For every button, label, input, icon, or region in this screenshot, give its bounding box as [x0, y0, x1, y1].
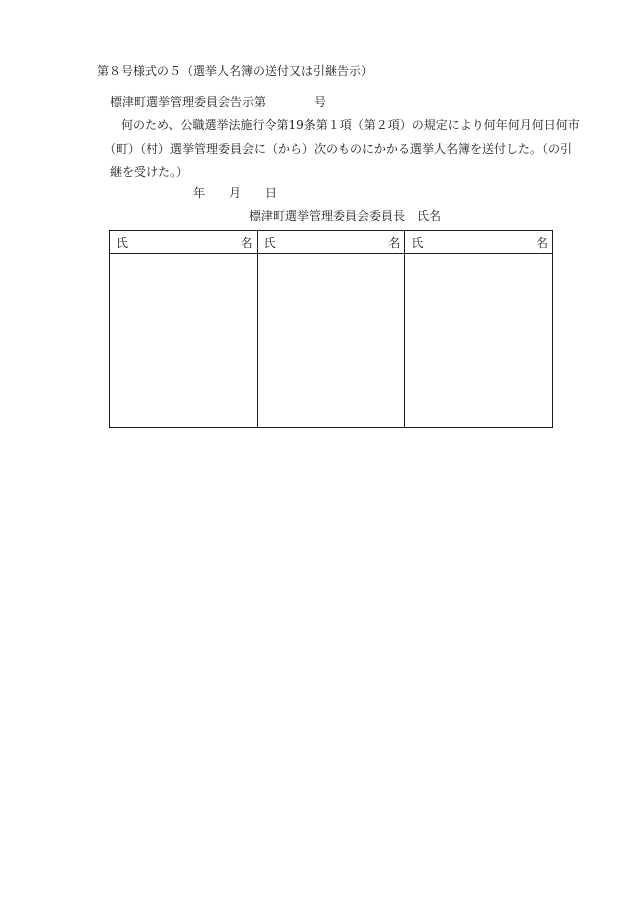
header-surname-char: 氏 [411, 235, 424, 250]
name-column-body [258, 254, 405, 427]
header-name-char: 名 [240, 235, 253, 250]
body-text-line-1: 何のため、公職選挙法施行令第19条第１項（第２項）の規定により何年何月何日何市 [121, 118, 580, 132]
header-name-char: 名 [388, 235, 401, 250]
body-text-line-2: （町）（村）選挙管理委員会に（から）次のものにかかる選挙人名簿を送付した。（の引 [104, 142, 573, 156]
form-title: 第８号様式の５（選挙人名簿の送付又は引継告示） [97, 64, 374, 78]
name-column-3 [405, 231, 552, 427]
name-column-body [405, 254, 552, 427]
signature-title: 標津町選挙管理委員会委員長 [249, 209, 406, 223]
name-column-2 [258, 231, 406, 427]
body-text-line-3: 継を受けた。） [110, 165, 189, 179]
notice-number-suffix: 号 [314, 95, 327, 109]
date-line [193, 186, 277, 200]
name-column-header [258, 231, 405, 254]
header-surname-char: 氏 [263, 235, 276, 250]
name-column-1 [110, 231, 258, 427]
name-table [109, 230, 553, 428]
name-column-header [110, 231, 257, 254]
name-column-header [405, 231, 552, 254]
signature-name: 氏名 [417, 209, 442, 223]
signature-line [249, 209, 441, 223]
name-column-body [110, 254, 257, 427]
date-year: 年 [193, 186, 206, 200]
header-name-char: 名 [536, 235, 549, 250]
notice-number [110, 95, 326, 109]
date-month: 月 [229, 186, 242, 200]
date-day: 日 [265, 186, 278, 200]
notice-number-label: 標津町選挙管理委員会告示第 [110, 95, 267, 109]
header-surname-char: 氏 [116, 235, 129, 250]
